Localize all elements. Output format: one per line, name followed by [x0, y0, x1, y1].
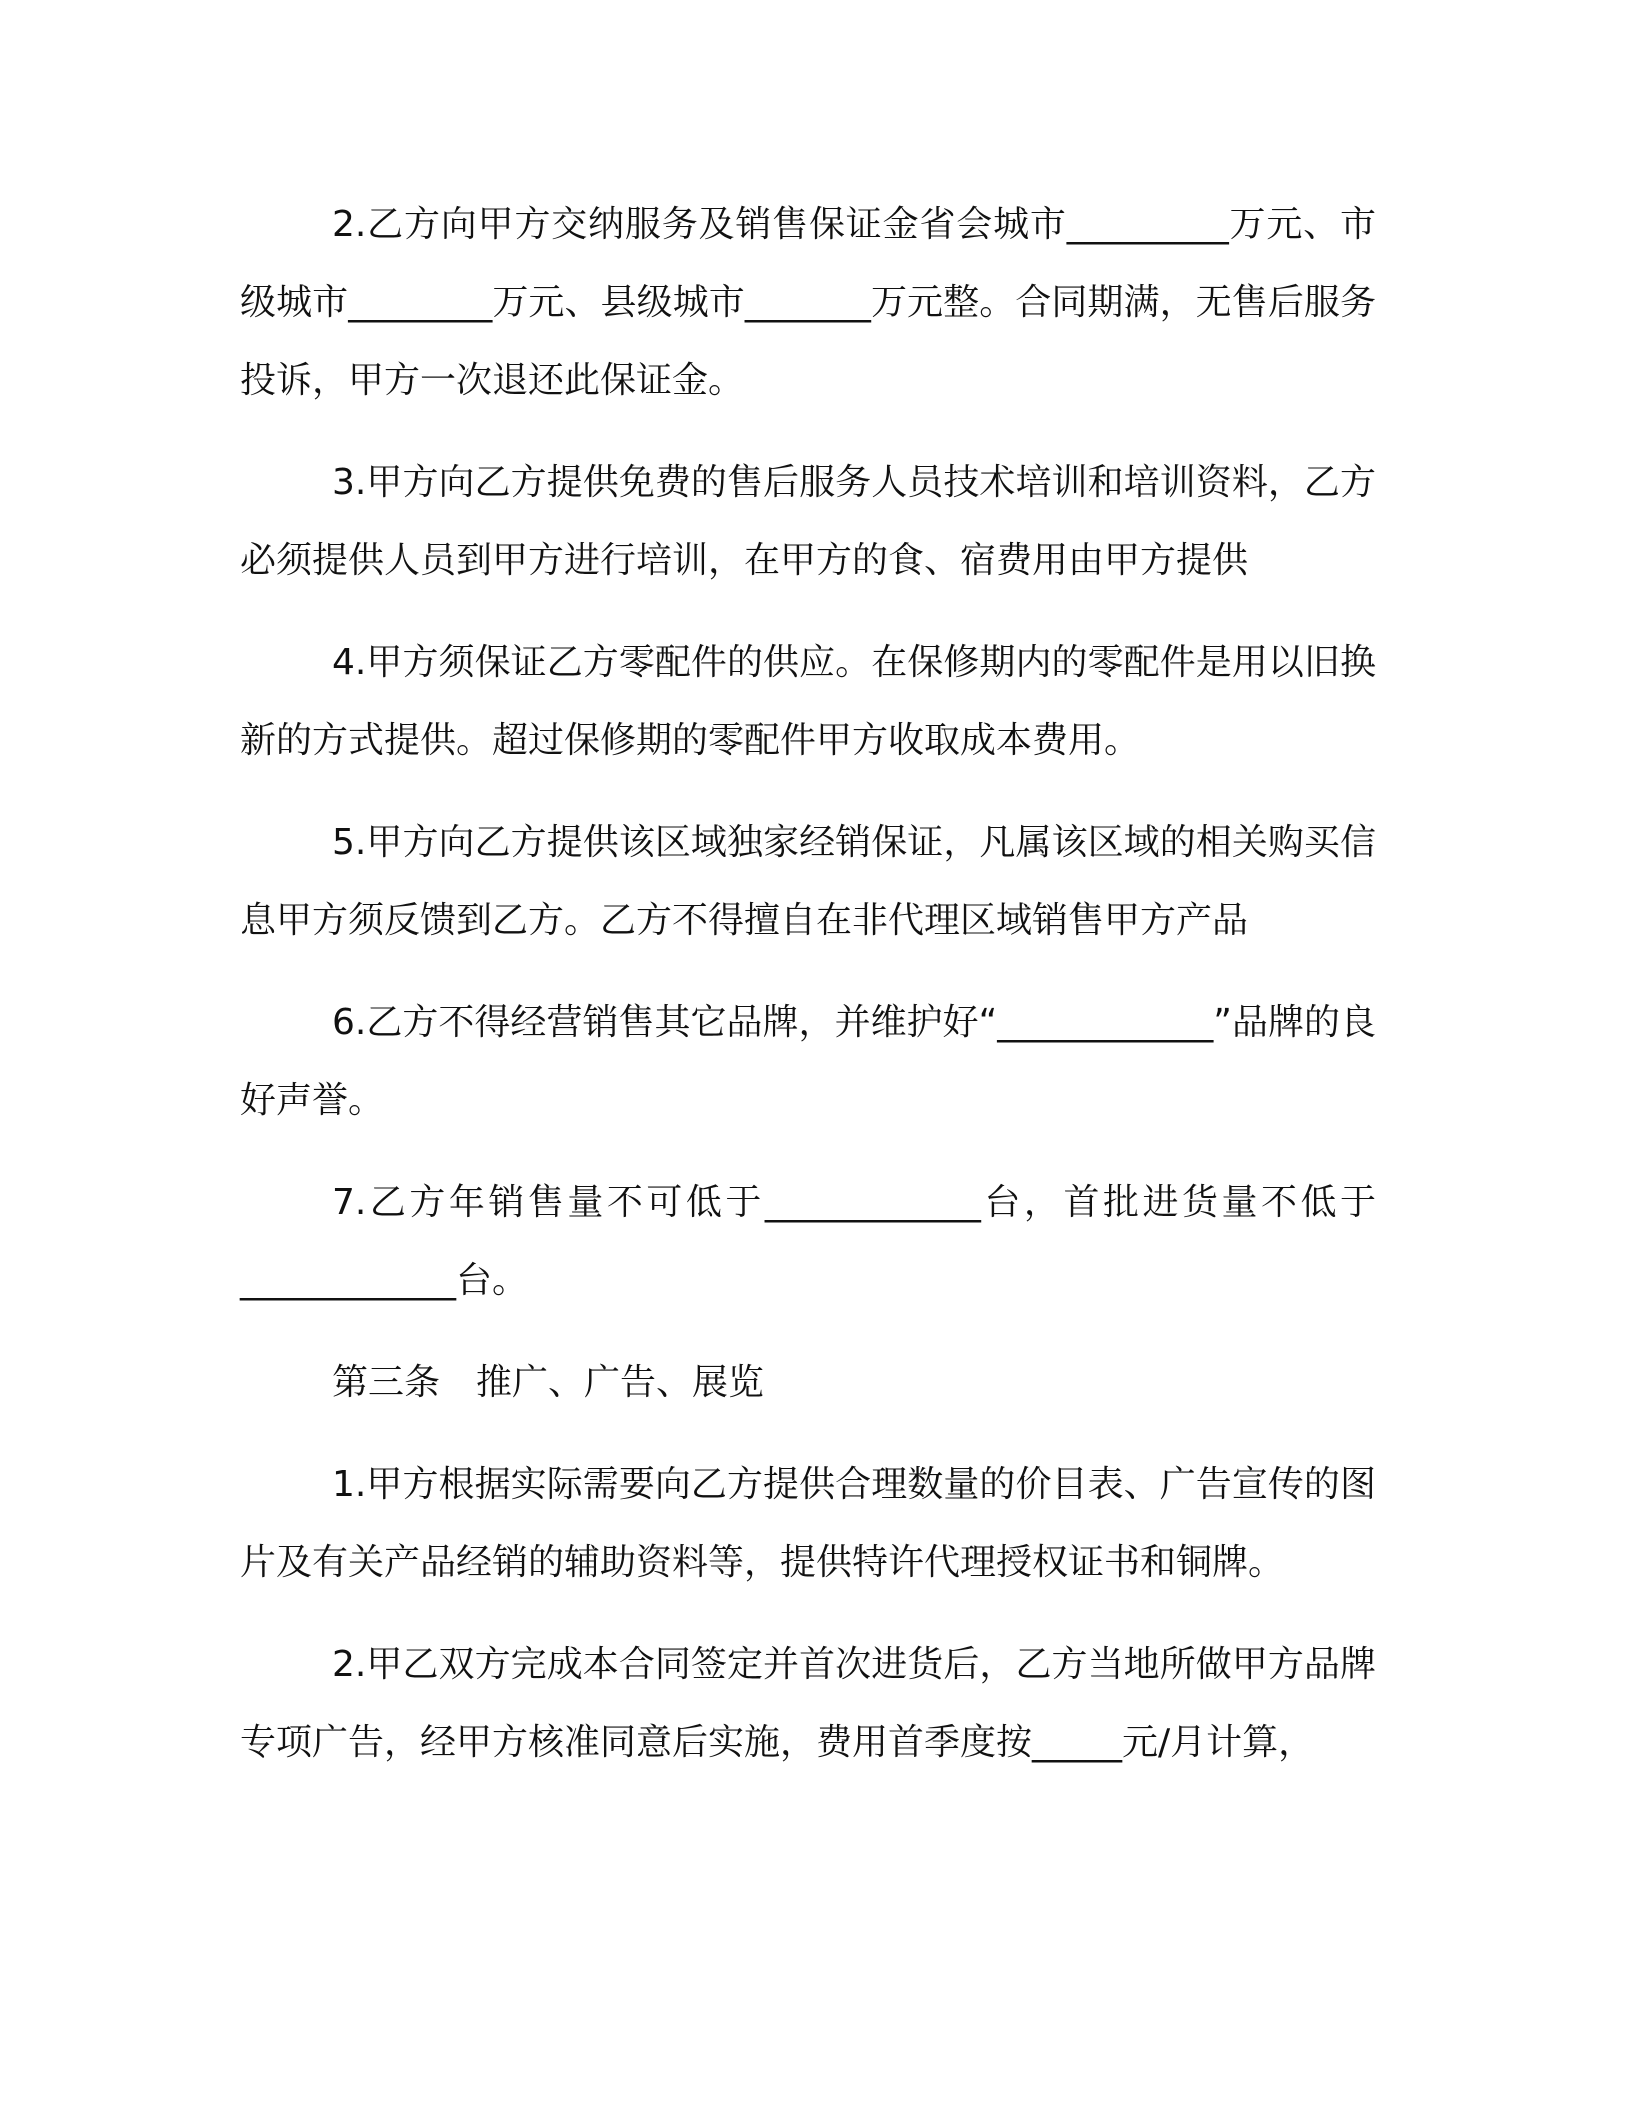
article-3-clause-1: 1.甲方根据实际需要向乙方提供合理数量的价目表、广告宣传的图片及有关产品经销的辅助资料等，提供特许代理授权证书和铜牌。 [240, 1464, 1376, 1583]
clause-4-spare-parts: 4.甲方须保证乙方零配件的供应。在保修期内的零配件是用以旧换新的方式提供。超过保修期的零配件甲方收取成本费用。 [240, 642, 1376, 761]
clause-7-sales-volume: 7.乙方年销售量不可低于____________台，首批进货量不低于____________台。 [240, 1182, 1376, 1301]
clause-3-training: 3.甲方向乙方提供免费的售后服务人员技术培训和培训资料，乙方必须提供人员到甲方进行培训，在甲方的食、宿费用由甲方提供 [240, 462, 1376, 581]
article-3-heading: 第三条 推广、广告、展览 [332, 1362, 765, 1403]
clause-5-exclusive-region: 5.甲方向乙方提供该区域独家经销保证，凡属该区域的相关购买信息甲方须反馈到乙方。乙方不得擅自在非代理区域销售甲方产品 [240, 822, 1376, 941]
article-3-clause-2: 2.甲乙双方完成本合同签定并首次进货后，乙方当地所做甲方品牌专项广告，经甲方核准同意后实施，费用首季度按_____元/月计算， [240, 1644, 1376, 1763]
clause-6-brand: 6.乙方不得经营销售其它品牌，并维护好“____________”品牌的良好声誉。 [240, 1002, 1376, 1121]
document-body [240, 186, 1376, 1806]
clause-2-deposit: 2.乙方向甲方交纳服务及销售保证金省会城市_________万元、市级城市________万元、县级城市_______万元整。合同期满，无售后服务投诉，甲方一次退还此保证金。 [240, 204, 1376, 401]
